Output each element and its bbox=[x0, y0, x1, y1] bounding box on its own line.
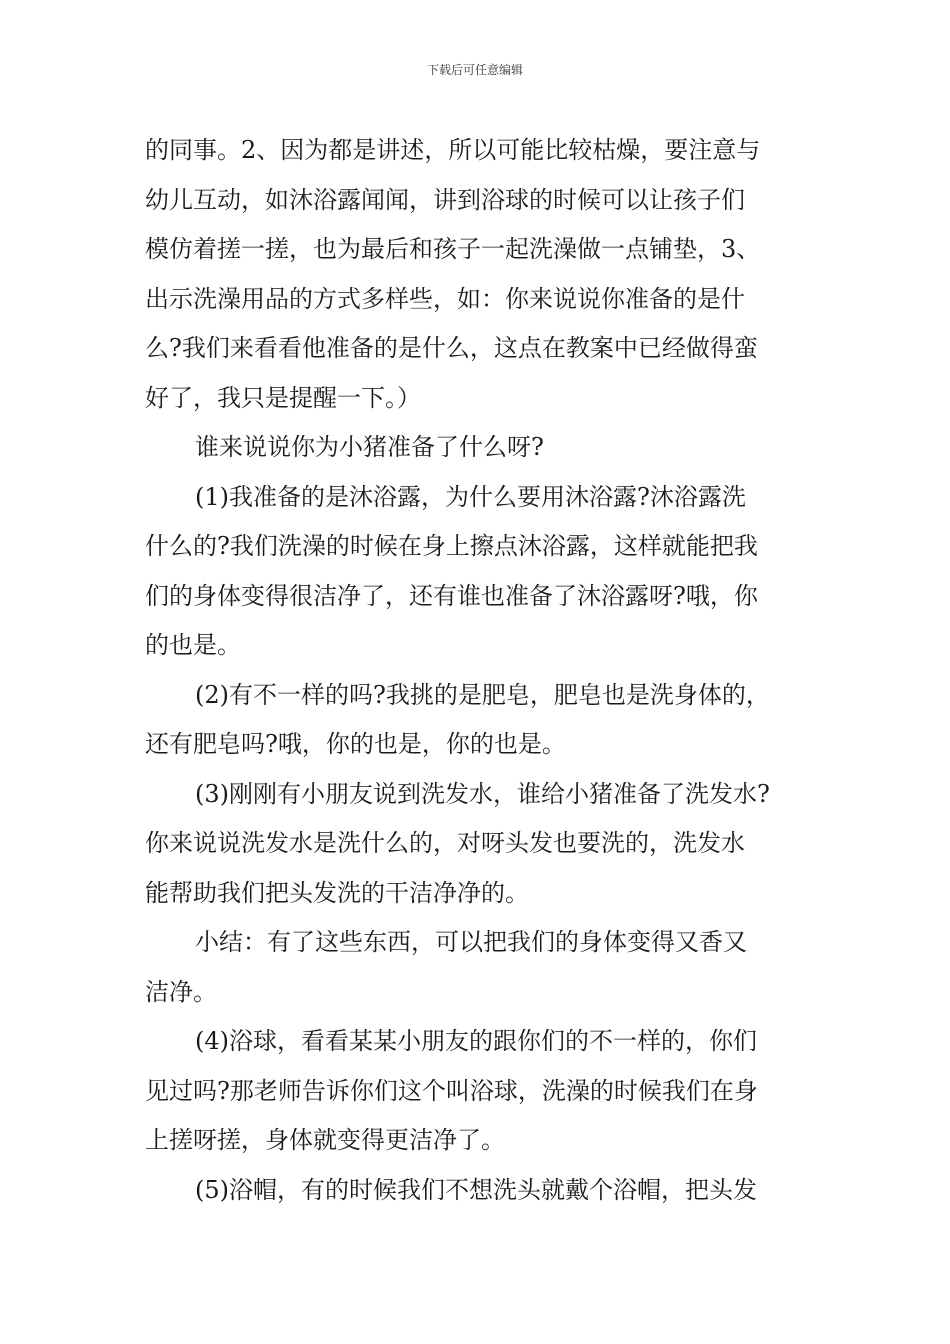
text-line: (2)有不一样的吗?我挑的是肥皂，肥皂也是洗身体的， bbox=[195, 680, 770, 709]
paragraph-item-3 bbox=[145, 770, 815, 919]
text-line: (5)浴帽，有的时候我们不想洗头就戴个浴帽，把头发 bbox=[195, 1175, 757, 1204]
text-line: 么?我们来看看他准备的是什么，这点在教案中已经做得蛮 bbox=[145, 334, 758, 362]
text-line: 模仿着搓一搓，也为最后和孩子一起洗澡做一点铺垫，3、 bbox=[145, 235, 761, 263]
text-line: (3)刚刚有小朋友说到洗发水，谁给小猪准备了洗发水? bbox=[195, 779, 770, 808]
text-line: 们的身体变得很洁净了，还有谁也准备了沐浴露呀?哦，你 bbox=[145, 581, 758, 610]
text-line: 好了，我只是提醒一下。） bbox=[145, 383, 421, 412]
document-body bbox=[145, 126, 815, 1215]
paragraph-continuation bbox=[145, 126, 815, 423]
text-line: 出示洗澡用品的方式多样些，如：你来说说你准备的是什 bbox=[145, 284, 745, 313]
text-line: 上搓呀搓，身体就变得更洁净了。 bbox=[145, 1126, 505, 1154]
text-line: 的同事。2、因为都是讲述，所以可能比较枯燥，要注意与 bbox=[145, 136, 761, 164]
text-line: 洁净。 bbox=[145, 977, 217, 1006]
text-line: 还有肥皂吗?哦，你的也是，你的也是。 bbox=[145, 730, 566, 758]
text-line: 的也是。 bbox=[145, 631, 241, 659]
paragraph-question bbox=[145, 423, 815, 473]
text-line: 你来说说洗发水是洗什么的，对呀头发也要洗的，洗发水 bbox=[145, 829, 745, 857]
paragraph-item-4 bbox=[145, 1017, 815, 1166]
text-line: (1)我准备的是沐浴露，为什么要用沐浴露?沐浴露洗 bbox=[195, 482, 746, 511]
text-line: (4)浴球，看看某某小朋友的跟你们的不一样的，你们 bbox=[195, 1027, 757, 1055]
paragraph-item-5 bbox=[145, 1166, 815, 1216]
text-line: 小结：有了这些东西，可以把我们的身体变得又香又 bbox=[195, 928, 747, 956]
text-line: 什么的?我们洗澡的时候在身上擦点沐浴露，这样就能把我 bbox=[145, 532, 758, 560]
text-line: 谁来说说你为小猪准备了什么呀? bbox=[195, 433, 544, 461]
paragraph-item-2 bbox=[145, 671, 815, 770]
page-header: 下载后可任意编辑 bbox=[426, 63, 523, 77]
text-line: 见过吗?那老师告诉你们这个叫浴球，洗澡的时候我们在身 bbox=[145, 1076, 758, 1105]
paragraph-item-1 bbox=[145, 473, 815, 671]
text-line: 能帮助我们把头发洗的干洁净净的。 bbox=[145, 878, 529, 907]
paragraph-summary bbox=[145, 918, 815, 1017]
text-line: 幼儿互动，如沐浴露闻闻，讲到浴球的时候可以让孩子们 bbox=[145, 185, 745, 214]
